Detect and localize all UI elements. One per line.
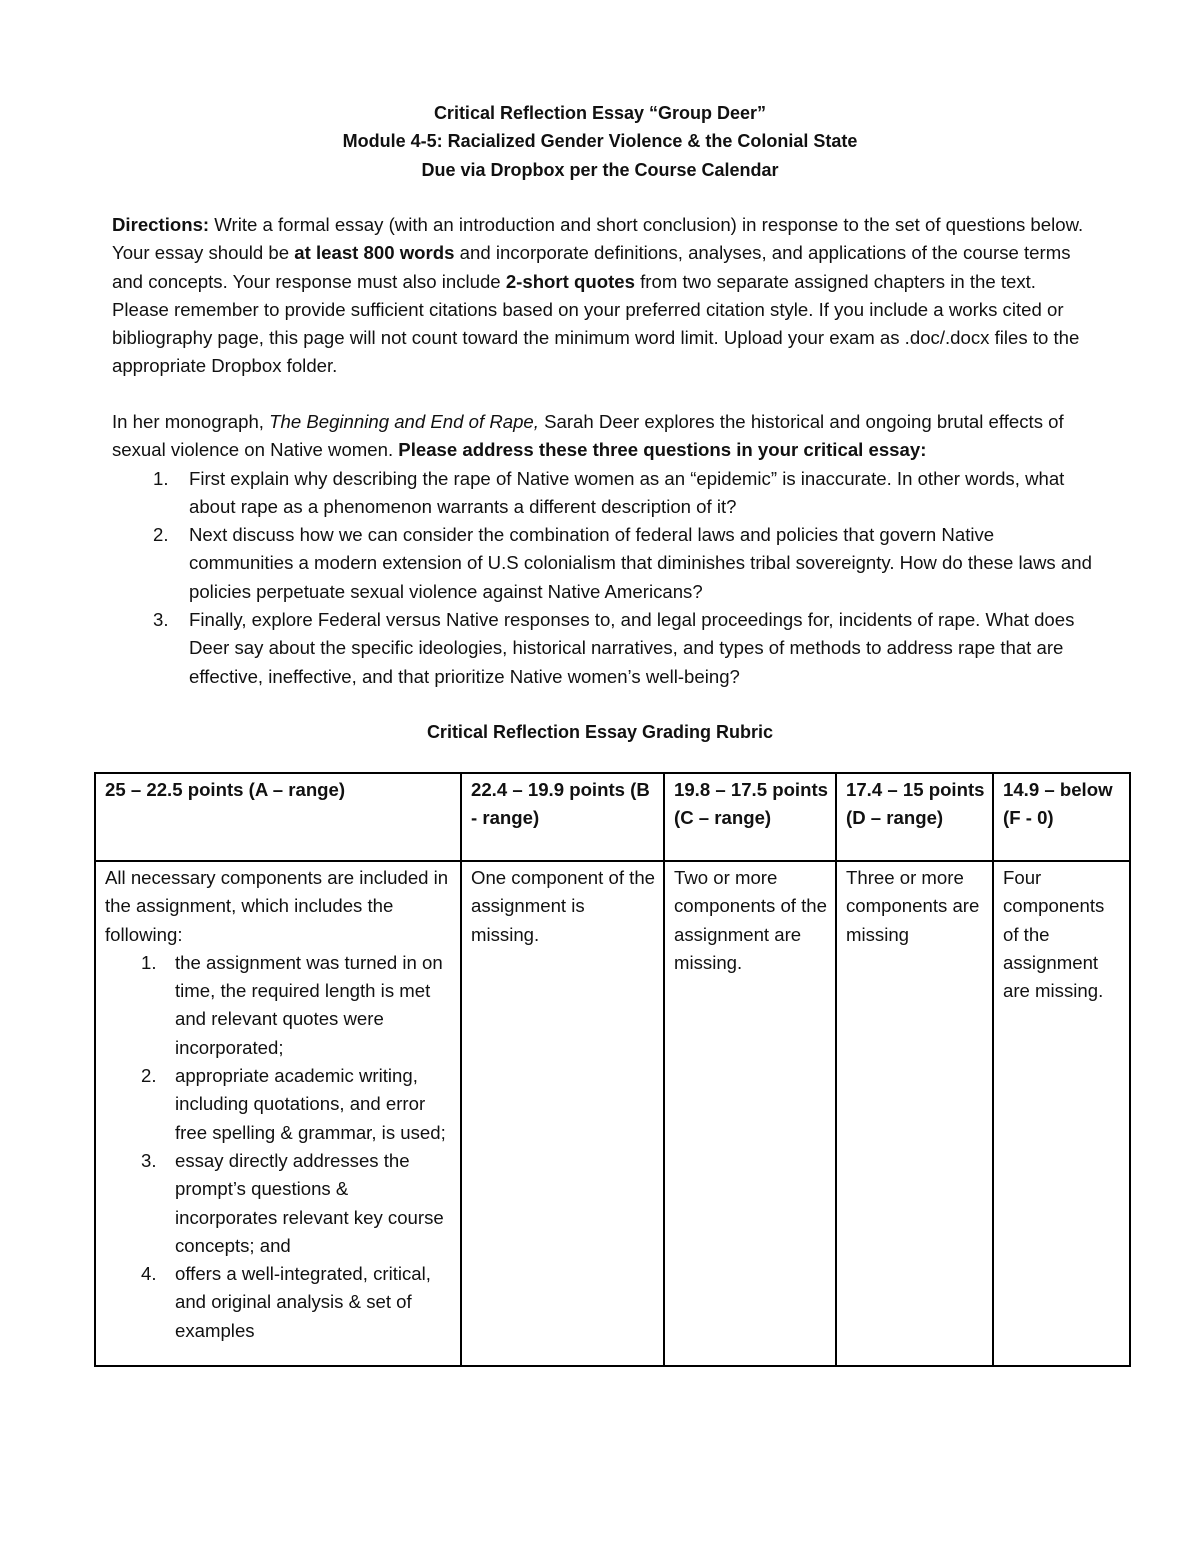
directions-text-1: Write a formal essay (with an introduction and short conclusion) in response to the set of questions below. Your essay should be	[112, 214, 1084, 264]
criteria-a-list	[105, 949, 454, 1345]
question-number: 1.	[153, 467, 169, 489]
question-item	[112, 521, 1097, 606]
criteria-item	[105, 1260, 454, 1345]
criteria-number: 2.	[141, 1065, 157, 1087]
intro-text-1: In her monograph,	[112, 411, 270, 432]
header-d-range: 17.4 – 15 points (D – range)	[836, 773, 993, 861]
rubric-criteria-row	[95, 861, 1130, 1366]
intro-text-2: Sarah Deer explores the historical and ongoing brutal effects of sexual violence on Native women.	[112, 411, 1064, 461]
header-c-range: 19.8 – 17.5 points (C – range)	[664, 773, 836, 861]
quote-requirement: 2-short quotes	[505, 270, 635, 292]
criteria-number: 4.	[141, 1263, 157, 1285]
grading-rubric-table	[94, 772, 1131, 1367]
criteria-d-cell: Three or more components are missing	[836, 861, 993, 1366]
criteria-f-cell: Four components of the assignment are missing.	[993, 861, 1130, 1366]
word-count-requirement: at least 800 words	[294, 242, 455, 264]
intro-section	[112, 408, 1097, 691]
document-title: Critical Reflection Essay “Group Deer”	[433, 103, 767, 123]
directions-label: Directions:	[112, 214, 210, 235]
directions-text-2: and incorporate definitions, analyses, and applications of the course terms and concepts. Your response must also include	[112, 242, 1071, 292]
header-f-range: 14.9 – below (F - 0)	[993, 773, 1130, 861]
criteria-text: the assignment was turned in on time, the required length is met and relevant quotes were incorporated;	[175, 951, 443, 1058]
question-number: 2.	[153, 524, 169, 546]
module-line: Module 4-5: Racialized Gender Violence & the Colonial State	[342, 131, 858, 152]
criteria-number: 3.	[141, 1149, 157, 1171]
book-title: The Beginning and End of Rape,	[269, 411, 539, 432]
criteria-a-intro: All necessary components are included in the assignment, which includes the following:	[105, 867, 449, 945]
question-text: First explain why describing the rape of Native women as an “epidemic” is inaccurate. In other words, what about rape as a phenomenon warrants a different description of it?	[189, 467, 1065, 517]
criteria-a-cell	[95, 861, 461, 1366]
criteria-item	[105, 1147, 454, 1260]
header-a-range: 25 – 22.5 points (A – range)	[95, 773, 461, 861]
question-text: Finally, explore Federal versus Native responses to, and legal proceedings for, incidents of rape. What does Deer say about the specific ideologies, historical narratives, and types of methods to address rape that are effective, ineffective, and that prioritize Native women’s well-being?	[189, 609, 1075, 687]
criteria-item	[105, 1062, 454, 1147]
question-list	[112, 465, 1097, 691]
due-line: Due via Dropbox per the Course Calendar	[421, 159, 779, 180]
question-number: 3.	[153, 609, 169, 631]
intro-instruction: Please address these three questions in your critical essay:	[398, 439, 927, 461]
rubric-title: Critical Reflection Essay Grading Rubric	[426, 722, 774, 742]
directions-paragraph	[112, 211, 1097, 381]
criteria-text: essay directly addresses the prompt’s questions & incorporates relevant key course concepts; and	[175, 1149, 444, 1256]
document-header	[0, 99, 1200, 184]
criteria-b-cell: One component of the assignment is missing.	[461, 861, 664, 1366]
criteria-text: offers a well-integrated, critical, and original analysis & set of examples	[175, 1263, 431, 1341]
intro-paragraph	[112, 408, 1097, 465]
directions-text-3: from two separate assigned chapters in the text. Please remember to provide sufficient citations based on your preferred citation style. If you include a works cited or bibliography page, this page will not count toward the minimum word limit. Upload your exam as .doc/.docx files to the appropriate Dropbox folder.	[112, 270, 1080, 377]
criteria-text: appropriate academic writing, including quotations, and error free spelling & grammar, is used;	[175, 1065, 446, 1143]
question-item	[112, 465, 1097, 522]
rubric-header-row	[95, 773, 1130, 861]
header-b-range: 22.4 – 19.9 points (B - range)	[461, 773, 664, 861]
criteria-number: 1.	[141, 951, 157, 973]
criteria-item	[105, 949, 454, 1062]
question-item	[112, 606, 1097, 691]
question-text: Next discuss how we can consider the combination of federal laws and policies that govern Native communities a modern extension of U.S colonialism that diminishes tribal sovereignty. How do these laws and policies perpetuate sexual violence against Native Americans?	[189, 524, 1092, 602]
criteria-c-cell: Two or more components of the assignment are missing.	[664, 861, 836, 1366]
